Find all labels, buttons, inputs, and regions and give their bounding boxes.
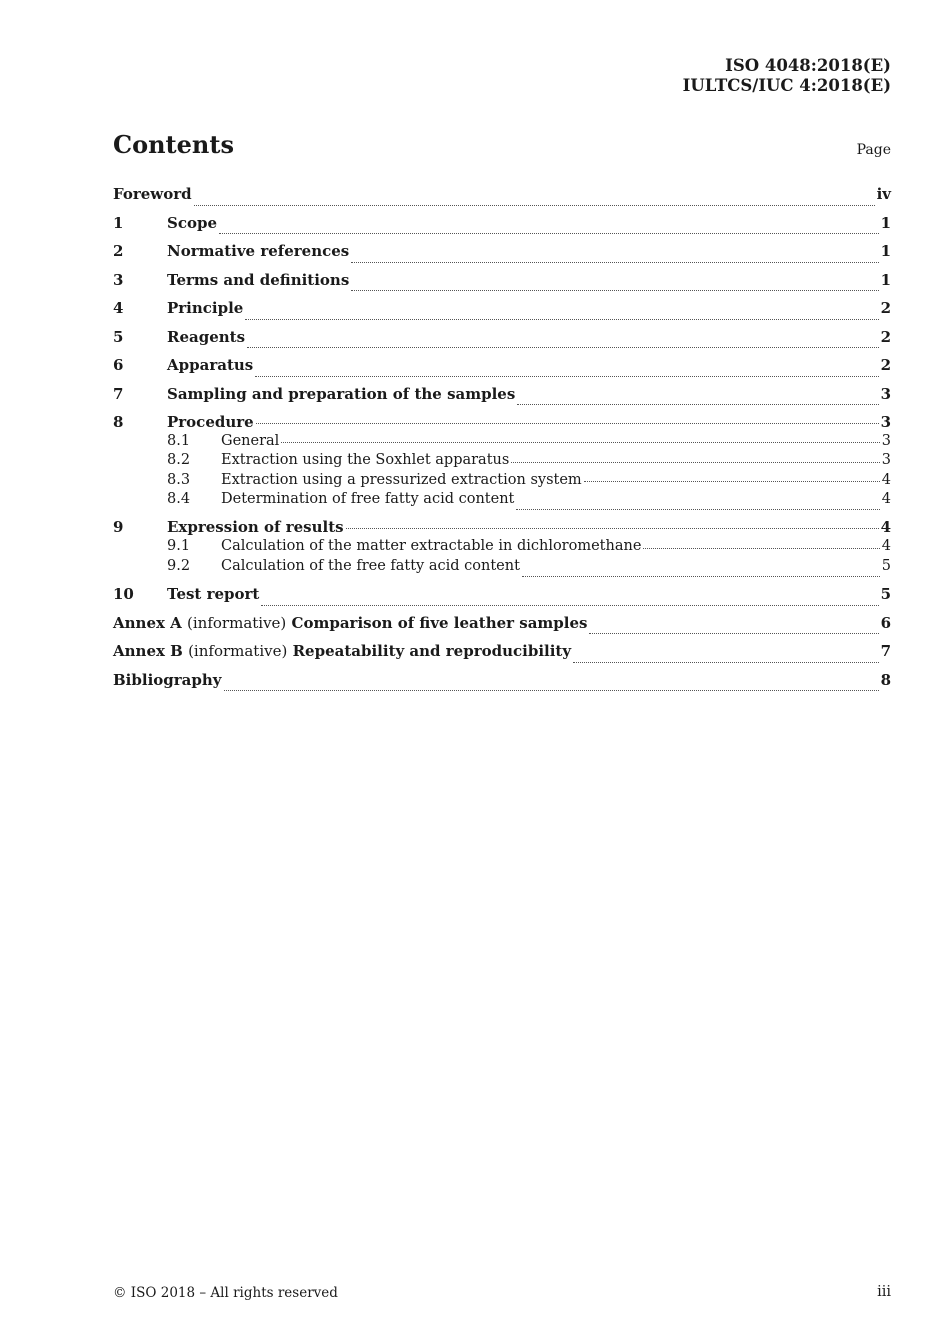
toc-entry-page: 2 (880, 299, 891, 317)
toc-entry-number: 4 (113, 299, 124, 317)
toc-subentry-dichloromethane[interactable] (113, 537, 891, 556)
toc-entry-reagents[interactable] (113, 328, 891, 357)
dot-leader (573, 661, 878, 663)
toc-entry-page: 7 (880, 642, 891, 661)
toc-entry-label: Principle (167, 299, 244, 317)
dot-leader (584, 480, 880, 482)
annex-id: Annex B (113, 642, 183, 661)
toc-entry-label: Expression of results (167, 518, 344, 537)
toc-entry-label: Bibliography (113, 670, 222, 689)
table-of-contents (113, 185, 891, 699)
toc-entry-label: Sampling and preparation of the samples (167, 384, 516, 403)
toc-entry-expression-of-results[interactable] (113, 518, 891, 537)
toc-entry-page: 1 (880, 242, 891, 260)
toc-entry-label: Procedure (167, 413, 254, 431)
dot-leader (256, 422, 879, 424)
toc-entry-label: Foreword (113, 185, 192, 203)
dot-leader (247, 346, 879, 348)
dot-leader (522, 575, 880, 577)
toc-entry-label: General (221, 433, 280, 450)
toc-subentry-soxhlet[interactable] (113, 451, 891, 470)
toc-entry-label: Terms and definitions (167, 270, 350, 289)
toc-entry-page: 3 (880, 384, 891, 403)
toc-entry-procedure[interactable] (113, 413, 891, 432)
dot-leader (517, 403, 878, 405)
annex-kind: (informative) (188, 642, 288, 661)
dot-leader (194, 204, 875, 206)
toc-subentry-free-fatty-acid[interactable] (113, 490, 891, 519)
dot-leader (351, 261, 878, 263)
toc-entry-label (113, 642, 571, 661)
toc-entry-page: 3 (881, 452, 891, 469)
toc-entry-annex-b[interactable] (113, 642, 891, 671)
toc-entry-page: 3 (880, 413, 891, 431)
dot-leader (255, 375, 878, 377)
dot-leader (589, 632, 878, 634)
dot-leader (516, 508, 879, 510)
toc-entry-number: 2 (113, 242, 124, 260)
toc-entry-number: 6 (113, 356, 124, 374)
standard-number: ISO 4048:2018(E) (725, 56, 891, 75)
dot-leader (261, 604, 878, 606)
toc-entry-page: 5 (881, 557, 891, 574)
toc-entry-terms[interactable] (113, 271, 891, 300)
toc-entry-page: 4 (881, 538, 891, 555)
toc-entry-label: Apparatus (167, 356, 254, 374)
toc-entry-number: 8.1 (167, 433, 191, 450)
toc-entry-page: 1 (880, 270, 891, 289)
dot-leader (351, 289, 878, 291)
page-column-label: Page (856, 142, 891, 158)
annex-id: Annex A (113, 613, 182, 632)
toc-subentry-free-fatty-acid-calc[interactable] (113, 557, 891, 586)
toc-entry-label: Extraction using a pressurized extraction system (221, 471, 582, 488)
toc-entry-foreword[interactable] (113, 185, 891, 214)
toc-entry-number: 8 (113, 413, 124, 431)
annex-kind: (informative) (187, 613, 287, 632)
toc-entry-label: Determination of free fatty acid content (221, 490, 515, 507)
toc-entry-number: 8.3 (167, 471, 191, 488)
toc-entry-label: Calculation of the matter extractable in dichloromethane (221, 538, 642, 555)
toc-entry-number: 7 (113, 384, 124, 403)
dot-leader (245, 318, 878, 320)
toc-entry-label: Extraction using the Soxhlet apparatus (221, 452, 510, 469)
toc-entry-page: iv (876, 185, 891, 203)
annex-title: Comparison of five leather samples (291, 613, 588, 632)
toc-entry-page: 4 (881, 490, 891, 507)
toc-entry-page: 4 (880, 518, 891, 537)
toc-entry-label: Normative references (167, 242, 350, 260)
contents-title-row (113, 130, 891, 166)
dot-leader (346, 527, 879, 529)
toc-entry-page: 6 (880, 613, 891, 632)
copyright-notice: © ISO 2018 – All rights reserved (113, 1285, 338, 1301)
toc-entry-principle[interactable] (113, 299, 891, 328)
toc-entry-page: 8 (880, 670, 891, 689)
toc-entry-number: 5 (113, 327, 124, 346)
toc-entry-sampling[interactable] (113, 385, 891, 414)
toc-entry-number: 8.2 (167, 452, 191, 469)
toc-entry-number: 1 (113, 213, 124, 232)
toc-entry-page: 1 (880, 213, 891, 232)
toc-entry-page: 2 (880, 327, 891, 346)
toc-subentry-general[interactable] (113, 432, 891, 451)
toc-entry-label (113, 614, 587, 633)
toc-entry-page: 4 (881, 471, 891, 488)
dot-leader (511, 461, 879, 463)
toc-entry-label: Reagents (167, 327, 246, 346)
toc-subentry-pressurized[interactable] (113, 471, 891, 490)
dot-leader (219, 232, 879, 234)
annex-title: Repeatability and reproducibility (292, 642, 572, 661)
toc-entry-label: Test report (167, 585, 260, 604)
toc-entry-scope[interactable] (113, 214, 891, 243)
toc-entry-page: 2 (880, 356, 891, 374)
toc-entry-annex-a[interactable] (113, 614, 891, 643)
toc-entry-number: 9 (113, 518, 124, 537)
iultcs-number: IULTCS/IUC 4:2018(E) (682, 76, 891, 95)
toc-entry-bibliography[interactable] (113, 671, 891, 700)
toc-entry-test-report[interactable] (113, 585, 891, 614)
toc-entry-label: Calculation of the free fatty acid content (221, 557, 520, 574)
toc-entry-number: 9.2 (167, 557, 191, 574)
toc-entry-number: 3 (113, 270, 124, 289)
dot-leader (643, 547, 879, 549)
toc-entry-apparatus[interactable] (113, 356, 891, 385)
dot-leader (281, 441, 879, 443)
toc-entry-page: 3 (881, 433, 891, 450)
page-number: iii (877, 1284, 891, 1300)
toc-entry-normative-references[interactable] (113, 242, 891, 271)
page-title: Contents (113, 130, 234, 159)
dot-leader (224, 689, 879, 691)
toc-entry-number: 9.1 (167, 538, 191, 555)
document-header (683, 56, 891, 96)
toc-entry-number: 8.4 (167, 490, 191, 507)
toc-entry-page: 5 (880, 585, 891, 604)
toc-entry-label: Scope (167, 213, 218, 232)
toc-entry-number: 10 (113, 585, 134, 604)
